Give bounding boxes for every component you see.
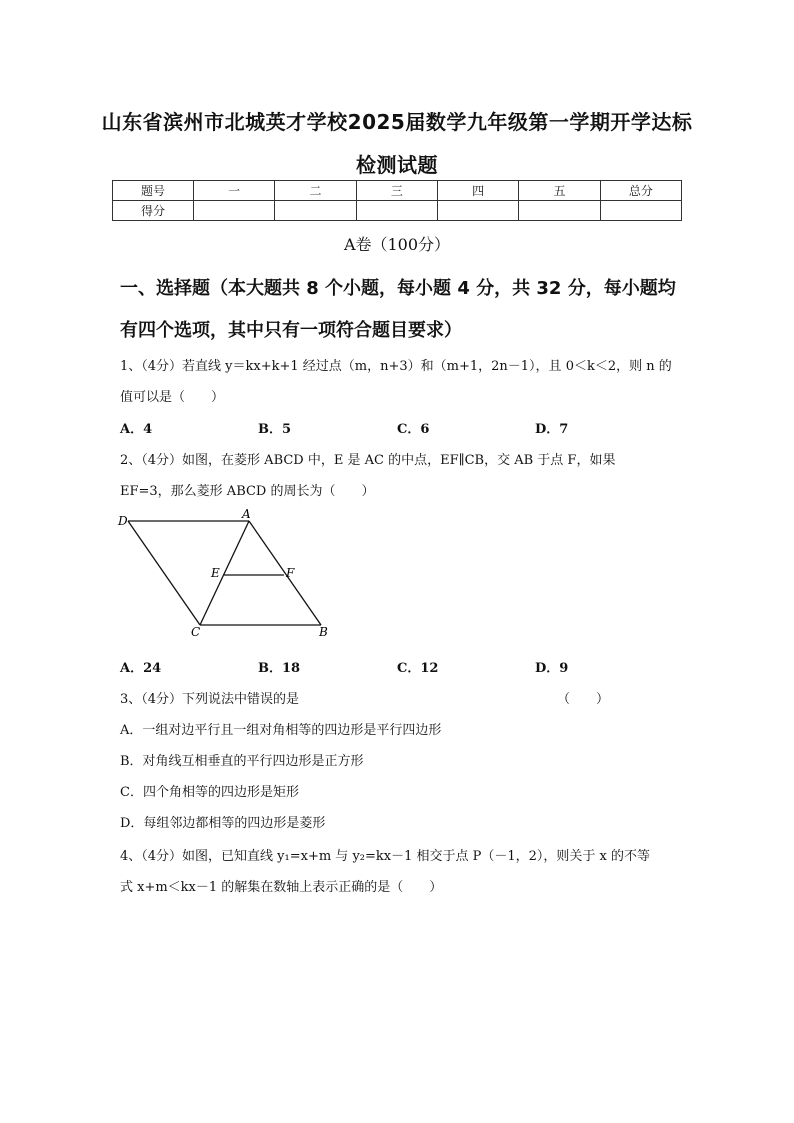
q3-option-a: A．一组对边平行且一组对角相等的四边形是平行四边形: [120, 723, 442, 738]
q3-option-b: B．对角线互相垂直的平行四边形是正方形: [120, 754, 364, 769]
exam-title-line2: 检测试题: [356, 153, 438, 177]
score-cell: 四: [437, 181, 518, 201]
score-cell: 三: [356, 181, 437, 201]
q3-text-line1: 3、（4分）下列说法中错误的是: [120, 692, 300, 707]
q1-option-a: A．4: [120, 422, 153, 437]
score-cell: 五: [519, 181, 600, 201]
exam-title-line1: 山东省滨州市北城英才学校2025届数学九年级第一学期开学达标: [101, 110, 693, 134]
q3-option-d: D．每组邻边都相等的四边形是菱形: [120, 816, 326, 831]
score-table-header-row: [113, 181, 682, 201]
section-heading-line1: 一、选择题（本大题共 8 个小题，每小题 4 分，共 32 分，每小题均: [120, 278, 676, 299]
score-cell: [275, 201, 356, 221]
q3-answer-paren: （ ）: [557, 692, 610, 707]
edge-ab: [249, 521, 321, 625]
edge-cd: [128, 521, 200, 625]
q2-option-a: A．24: [120, 661, 162, 676]
q2-text-line2: EF=3，那么菱形 ABCD 的周长为（ ）: [120, 484, 375, 499]
label-e: E: [211, 566, 220, 580]
q2-option-c: C．12: [397, 661, 439, 676]
q4-text-line1: 4、（4分）如图，已知直线 y₁=x+m 与 y₂=kx－1 相交于点 P（－1，2），则关于 x 的不等: [120, 849, 651, 864]
q4-text-line2: 式 x+m＜kx－1 的解集在数轴上表示正确的是（ ）: [120, 880, 443, 895]
q3-option-c: C．四个角相等的四边形是矩形: [120, 785, 299, 800]
score-cell: 一: [194, 181, 275, 201]
section-heading-line2: 有四个选项，其中只有一项符合题目要求）: [120, 320, 462, 341]
score-cell: [194, 201, 275, 221]
q2-option-d: D．9: [535, 661, 569, 676]
score-cell: 总分: [600, 181, 681, 201]
label-c: C: [191, 625, 201, 639]
score-table: [112, 180, 682, 221]
score-cell: 题号: [113, 181, 194, 201]
score-cell: [519, 201, 600, 221]
q1-text-line2: 值可以是（ ）: [120, 390, 225, 405]
label-f: F: [286, 566, 295, 580]
q2-option-b: B．18: [258, 661, 301, 676]
score-cell: 得分: [113, 201, 194, 221]
label-a: A: [242, 507, 251, 521]
score-cell: 二: [275, 181, 356, 201]
q1-option-d: D．7: [535, 422, 569, 437]
score-cell: [437, 201, 518, 221]
paper-label: A卷（100分）: [343, 235, 451, 254]
q2-text-line1: 2、（4分）如图，在菱形 ABCD 中，E 是 AC 的中点，EF∥CB，交 AB 于点 F，如果: [120, 453, 616, 468]
diagonal-ac: [200, 521, 249, 625]
label-d: D: [118, 514, 128, 528]
score-table-score-row: [113, 201, 682, 221]
q1-option-b: B．5: [258, 422, 292, 437]
rhombus-figure: [110, 505, 340, 645]
score-cell: [356, 201, 437, 221]
q1-text-line1: 1、（4分）若直线 y＝kx+k+1 经过点（m，n+3）和（m+1，2n－1），且 0＜k＜2，则 n 的: [120, 359, 672, 374]
label-b: B: [319, 625, 328, 639]
score-cell: [600, 201, 681, 221]
q1-option-c: C．6: [397, 422, 430, 437]
